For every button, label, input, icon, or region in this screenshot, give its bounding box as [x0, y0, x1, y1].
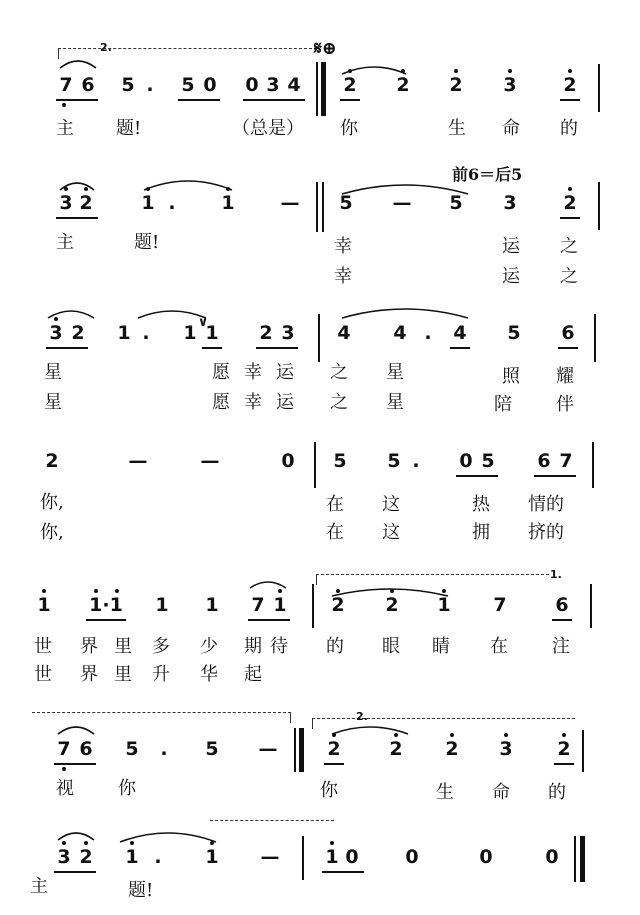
note: 0 [545, 846, 559, 868]
bar-line [314, 442, 316, 488]
slur [248, 578, 288, 590]
underline-beam [86, 619, 126, 621]
note: 0 [245, 74, 259, 96]
lyric: 主 [56, 232, 74, 253]
volta-label: 2. [100, 41, 112, 54]
lyric: 情的 [528, 494, 564, 515]
octave-dot [62, 767, 66, 771]
lyric: 主 [30, 876, 48, 897]
system-1 [0, 40, 640, 140]
lyric: 期 [244, 636, 262, 657]
note: 3 [59, 192, 73, 214]
bar-line [322, 182, 324, 232]
octave-dot [348, 69, 352, 73]
system-3 [0, 296, 640, 426]
note: 2 [343, 74, 357, 96]
note: 0 [479, 846, 493, 868]
octave-dot [442, 589, 446, 593]
lyric: 拥 [472, 522, 490, 543]
note: 1 [125, 846, 139, 868]
note: 2 [563, 192, 577, 214]
octave-dot [62, 103, 66, 107]
note: 5 [387, 450, 401, 472]
lyric: 之 [330, 392, 348, 413]
octave-dot [508, 69, 512, 73]
lyric: 热 [472, 494, 490, 515]
lyric: 的 [326, 636, 344, 657]
note: 2 [389, 738, 403, 760]
lyric: 在 [326, 494, 344, 515]
note: 3 [503, 74, 517, 96]
note: 0 [405, 846, 419, 868]
octave-dot [454, 69, 458, 73]
lyric: 生 [448, 118, 466, 139]
slur [330, 722, 410, 736]
repeat-bar [299, 728, 304, 772]
bar-line [582, 730, 584, 772]
dash: — [260, 846, 280, 868]
underline-beam [560, 217, 580, 219]
lyric: 运 [502, 236, 520, 257]
lyric: 世 [34, 636, 52, 657]
note: 7 [493, 594, 507, 616]
octave-dot [130, 841, 134, 845]
note: 1 [141, 192, 155, 214]
lyric: 幸 [244, 392, 262, 413]
underline-beam [256, 347, 298, 349]
dash: — [280, 192, 300, 214]
breath-mark: ∨ [197, 315, 209, 330]
underline-beam [560, 99, 580, 101]
lyric: 之 [330, 362, 348, 383]
note: 5 [181, 74, 195, 96]
note: 3 [281, 322, 295, 344]
note: 6 [555, 594, 569, 616]
octave-dot [54, 317, 58, 321]
segno-coda-sign: 𝄋⊕ [314, 38, 337, 59]
octave-dot [84, 187, 88, 191]
underline-beam [450, 347, 470, 349]
underline-beam [178, 99, 220, 101]
lyric: 幸 [334, 236, 352, 257]
lyric: 伴 [556, 394, 574, 415]
lyric: 这 [382, 522, 400, 543]
underline-beam [56, 99, 98, 101]
volta-label: 2. [356, 710, 368, 723]
lyric: 你 [320, 780, 338, 801]
lyric: 星 [386, 392, 404, 413]
lyric: 里 [114, 636, 132, 657]
note: 7 [57, 738, 71, 760]
note: 4 [393, 322, 407, 344]
note: 1 [325, 846, 339, 868]
note: 5 [125, 738, 139, 760]
augmentation-dot: . [142, 322, 150, 344]
lyric: 你, [40, 522, 64, 543]
final-bar-thick [580, 836, 585, 882]
note: 1 [205, 322, 219, 344]
bar-line [592, 442, 594, 488]
underline-beam [243, 99, 305, 101]
note: 2 [396, 74, 410, 96]
lyric: 在 [490, 636, 508, 657]
bar-line [294, 728, 296, 772]
note: 5 [333, 450, 347, 472]
slur [142, 176, 234, 192]
note: 5 [481, 450, 495, 472]
bar-line [312, 584, 314, 628]
note: 0 [203, 74, 217, 96]
octave-dot [568, 69, 572, 73]
note: 2 [79, 846, 93, 868]
octave-dot [394, 733, 398, 737]
underline-beam [54, 871, 96, 873]
lyric: 你 [340, 118, 358, 139]
bar-line [316, 182, 318, 232]
lyric: 运 [276, 392, 294, 413]
octave-dot [64, 187, 68, 191]
system-2 [0, 158, 640, 298]
lyric: 你 [118, 778, 136, 799]
augmentation-dot: . [424, 322, 432, 344]
augmentation-dot: . [146, 74, 154, 96]
lyric: 睛 [432, 636, 450, 657]
augmentation-dot: . [168, 192, 176, 214]
note: 2 [449, 74, 463, 96]
octave-dot [401, 69, 405, 73]
lyric: 运 [502, 266, 520, 287]
bar-line [594, 314, 596, 362]
note: 1 [437, 594, 451, 616]
lyric: 少 [200, 636, 218, 657]
octave-dot [450, 733, 454, 737]
lyric: 的 [548, 782, 566, 803]
lyric: 眼 [382, 636, 400, 657]
lyric: （总是） [232, 118, 304, 139]
slur [58, 56, 98, 70]
note: 1 [205, 594, 219, 616]
dash: — [200, 450, 220, 472]
lyric: 界 [80, 636, 98, 657]
note: 2 [557, 738, 571, 760]
note: 7 [251, 594, 265, 616]
lyric: 命 [502, 118, 520, 139]
octave-dot [210, 841, 214, 845]
augmentation-dot: . [160, 738, 168, 760]
lyric: 你, [40, 492, 64, 513]
lyric: 世 [34, 664, 52, 685]
bar-line [302, 836, 304, 880]
note: 4 [337, 322, 351, 344]
lyric: 在 [326, 522, 344, 543]
note: 6 [561, 322, 575, 344]
lyric: 星 [44, 362, 62, 383]
note: 5 [205, 738, 219, 760]
lyric: 生 [436, 782, 454, 803]
lyric: 命 [492, 782, 510, 803]
system-4 [0, 430, 640, 560]
lyric: 之 [560, 236, 578, 257]
note: 3 [503, 192, 517, 214]
lyric: 星 [386, 362, 404, 383]
augmentation-dot: . [154, 846, 162, 868]
note: 2 [71, 322, 85, 344]
note: 3 [499, 738, 513, 760]
note: 2 [79, 192, 93, 214]
lyric: 多 [152, 636, 170, 657]
bar-line [318, 314, 320, 362]
lyric: 题! [128, 880, 154, 901]
octave-dot [146, 187, 150, 191]
octave-dot [42, 589, 46, 593]
note: 1·1 [89, 594, 123, 616]
underline-beam [456, 475, 498, 477]
lyric: 之 [560, 266, 578, 287]
lyric: 待 [270, 636, 288, 657]
note: 2 [331, 594, 345, 616]
underline-beam [324, 763, 344, 765]
note: 7 [559, 450, 573, 472]
note: 3 [57, 846, 71, 868]
underline-beam [202, 347, 222, 349]
note: 4 [287, 74, 301, 96]
underline-beam [552, 619, 572, 621]
note: 3 [49, 322, 63, 344]
lyric: 题! [116, 118, 142, 139]
lyric: 起 [244, 664, 262, 685]
lyric: 陪 [494, 394, 512, 415]
note: 6 [81, 74, 95, 96]
note: 0 [459, 450, 473, 472]
dash: — [392, 192, 412, 214]
note: 1 [273, 594, 287, 616]
key-change-annotation: 前6＝后5 [452, 165, 523, 184]
octave-dot [562, 733, 566, 737]
lyric: 华 [200, 664, 218, 685]
note: 2 [45, 450, 59, 472]
lyric: 升 [152, 664, 170, 685]
octave-dot [568, 187, 572, 191]
bar-line [598, 64, 600, 112]
note: 1 [221, 192, 235, 214]
note: 4 [453, 322, 467, 344]
lyric: 界 [80, 664, 98, 685]
underline-beam [534, 475, 576, 477]
underline-beam [558, 347, 578, 349]
bar-line [590, 584, 592, 628]
lyric: 愿 [212, 362, 230, 383]
octave-dot [115, 589, 119, 593]
lyric: 主 [56, 118, 74, 139]
note: 0 [281, 450, 295, 472]
volta-line [210, 820, 334, 831]
system-7 [0, 814, 640, 915]
lyric: 照 [502, 366, 520, 387]
note: 2 [259, 322, 273, 344]
bar-line [316, 62, 318, 116]
lyric: 这 [382, 494, 400, 515]
repeat-bar [321, 62, 326, 116]
note: 5 [507, 322, 521, 344]
note: 6 [537, 450, 551, 472]
note: 1 [155, 594, 169, 616]
note: 1 [37, 594, 51, 616]
lyric: 挤的 [528, 522, 564, 543]
note: 2 [563, 74, 577, 96]
octave-dot [94, 589, 98, 593]
lyric: 的 [560, 118, 578, 139]
underline-beam [554, 763, 574, 765]
note: 2 [445, 738, 459, 760]
dash: — [258, 738, 278, 760]
lyric: 耀 [556, 366, 574, 387]
note: 1 [183, 322, 197, 344]
bar-line [598, 182, 600, 230]
slur [340, 304, 470, 320]
octave-dot [84, 841, 88, 845]
underline-beam [54, 763, 96, 765]
octave-dot [332, 733, 336, 737]
note: 7 [59, 74, 73, 96]
lyric: 运 [276, 362, 294, 383]
dash: — [128, 450, 148, 472]
note: 1 [205, 846, 219, 868]
final-bar-thin [574, 836, 576, 882]
octave-dot [390, 589, 394, 593]
underline-beam [56, 217, 98, 219]
octave-dot [330, 841, 334, 845]
note: 3 [266, 74, 280, 96]
underline-beam [46, 347, 88, 349]
lyric: 题! [134, 232, 160, 253]
lyric: 视 [56, 778, 74, 799]
octave-dot [336, 589, 340, 593]
system-5 [0, 566, 640, 696]
system-6 [0, 700, 640, 810]
note: 2 [385, 594, 399, 616]
lyric: 幸 [244, 362, 262, 383]
note: 2 [327, 738, 341, 760]
octave-dot [62, 841, 66, 845]
lyric: 注 [552, 636, 570, 657]
note: 5 [121, 74, 135, 96]
octave-dot [226, 187, 230, 191]
underline-beam [248, 619, 290, 621]
lyric: 里 [114, 664, 132, 685]
octave-dot [504, 733, 508, 737]
note: 5 [449, 192, 463, 214]
underline-beam [340, 99, 360, 101]
note: 1 [117, 322, 131, 344]
note: 0 [345, 846, 359, 868]
augmentation-dot: . [412, 450, 420, 472]
lyric: 幸 [334, 266, 352, 287]
lyric: 愿 [212, 392, 230, 413]
volta-label: 1. [550, 568, 562, 581]
note: 6 [79, 738, 93, 760]
slur [56, 828, 96, 842]
note: 5 [339, 192, 353, 214]
lyric: 星 [44, 392, 62, 413]
underline-beam [322, 871, 364, 873]
slur [56, 722, 96, 736]
